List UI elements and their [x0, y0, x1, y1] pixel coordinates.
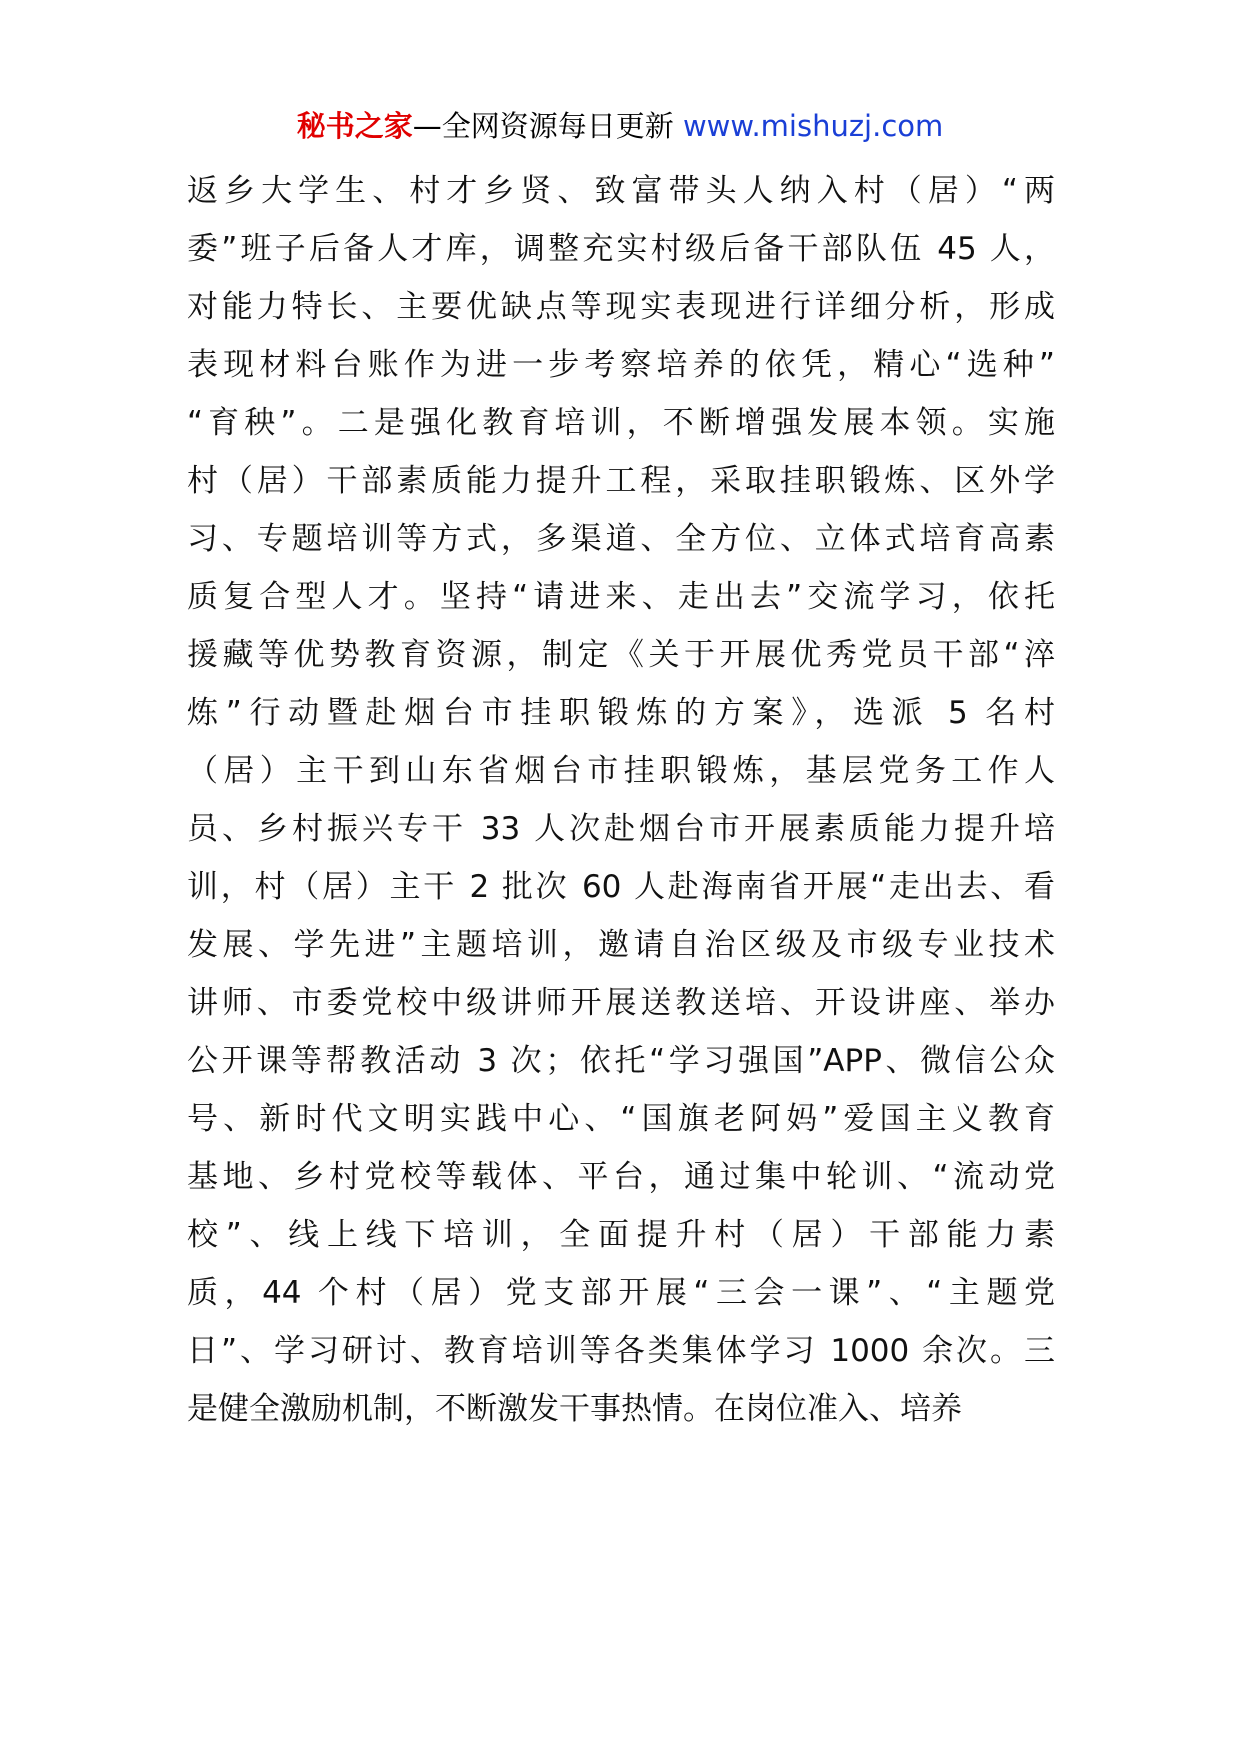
text-line: 讲师、市委党校中级讲师开展送教送培、开设讲座、举办 — [187, 985, 1055, 1021]
text-line: 习、专题培训等方式，多渠道、全方位、立体式培育高素 — [187, 521, 1055, 557]
text-line: 村（居）干部素质能力提升工程，采取挂职锻炼、区外学 — [187, 463, 1055, 499]
text-line: （居）主干到山东省烟台市挂职锻炼，基层党务工作人 — [187, 753, 1055, 789]
text-line: 员、乡村振兴专干 33 人次赴烟台市开展素质能力提升培 — [187, 811, 1055, 847]
text-line: 公开课等帮教活动 3 次；依托“学习强国”APP、微信公众 — [187, 1043, 1055, 1079]
text-line: 校”、线上线下培训，全面提升村（居）干部能力素 — [187, 1217, 1055, 1253]
text-line: 援藏等优势教育资源，制定《关于开展优秀党员干部“淬 — [187, 637, 1055, 673]
text-line: 发展、学先进”主题培训，邀请自治区级及市级专业技术 — [187, 927, 1055, 963]
text-line: 委”班子后备人才库，调整充实村级后备干部队伍 45 人， — [187, 231, 1055, 267]
brand-name: 秘书之家 — [296, 109, 413, 143]
text-line: 质，44 个村（居）党支部开展“三会一课”、“主题党 — [187, 1275, 1055, 1311]
text-line: 对能力特长、主要优缺点等现实表现进行详细分析，形成 — [187, 289, 1055, 325]
header-tagline: —全网资源每日更新 — [412, 109, 674, 143]
text-line: 日”、学习研讨、教育培训等各类集体学习 1000 余次。三 — [187, 1333, 1055, 1369]
text-line: 是健全激励机制，不断激发干事热情。在岗位准入、培养 — [187, 1391, 962, 1427]
text-line: 基地、乡村党校等载体、平台，通过集中轮训、“流动党 — [187, 1159, 1055, 1195]
site-url: www.mishuzj.com — [682, 109, 944, 143]
text-line: 返乡大学生、村才乡贤、致富带头人纳入村（居）“两 — [187, 173, 1055, 209]
text-line: 训，村（居）主干 2 批次 60 人赴海南省开展“走出去、看 — [187, 869, 1055, 905]
page-header — [0, 106, 1240, 146]
text-line: 炼”行动暨赴烟台市挂职锻炼的方案》，选派 5 名村 — [187, 695, 1055, 731]
text-line: “育秧”。二是强化教育培训，不断增强发展本领。实施 — [187, 405, 1055, 441]
text-line: 表现材料台账作为进一步考察培养的依凭，精心“选种” — [187, 347, 1055, 383]
text-line: 号、新时代文明实践中心、“国旗老阿妈”爱国主义教育 — [187, 1101, 1055, 1137]
text-line: 质复合型人才。坚持“请进来、走出去”交流学习，依托 — [187, 579, 1055, 615]
